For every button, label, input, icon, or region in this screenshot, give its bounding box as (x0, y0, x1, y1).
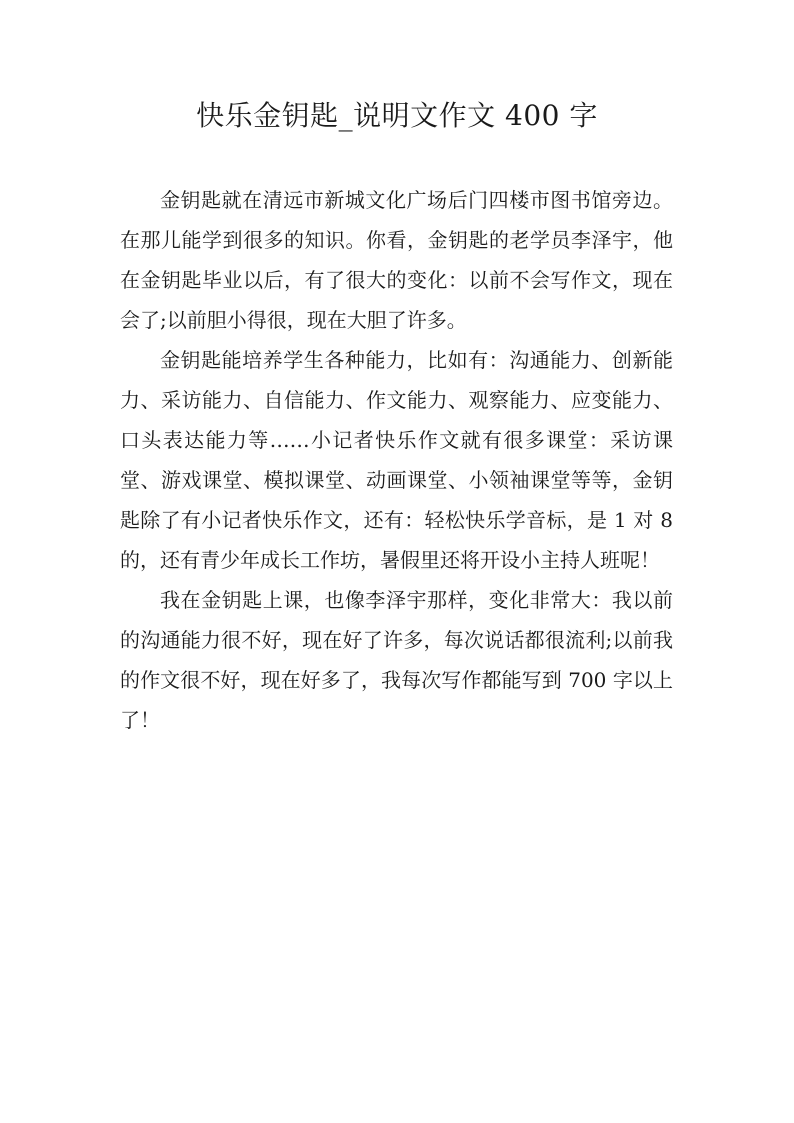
document-title: 快乐金钥匙_说明文作文 400 字 (196, 99, 598, 132)
paragraph-3: 我在金钥匙上课，也像李泽宇那样，变化非常大：我以前的沟通能力很不好，现在好了许多，每次说话都很流利;以前我的作文很不好，现在好多了，我每次写作都能写到 700 字以上了！ (120, 588, 673, 732)
paragraph-2: 金钥匙能培养学生各种能力，比如有：沟通能力、创新能力、采访能力、自信能力、作文能力、观察能力、应变能力、口头表达能力等……小记者快乐作文就有很多课堂：采访课堂、游戏课堂、模拟课堂、动画课堂、小领袖课堂等等，金钥匙除了有小记者快乐作文，还有：轻松快乐学音标，是 1 对 8 的，还有青少年成长工作坊，暑假里还将开设小主持人班呢！ (120, 348, 673, 572)
document-body (120, 180, 673, 740)
paragraph-1: 金钥匙就在清远市新城文化广场后门四楼市图书馆旁边。在那儿能学到很多的知识。你看，金钥匙的老学员李泽宇，他在金钥匙毕业以后，有了很大的变化：以前不会写作文，现在会了;以前胆小得很，现在大胆了许多。 (120, 188, 673, 332)
